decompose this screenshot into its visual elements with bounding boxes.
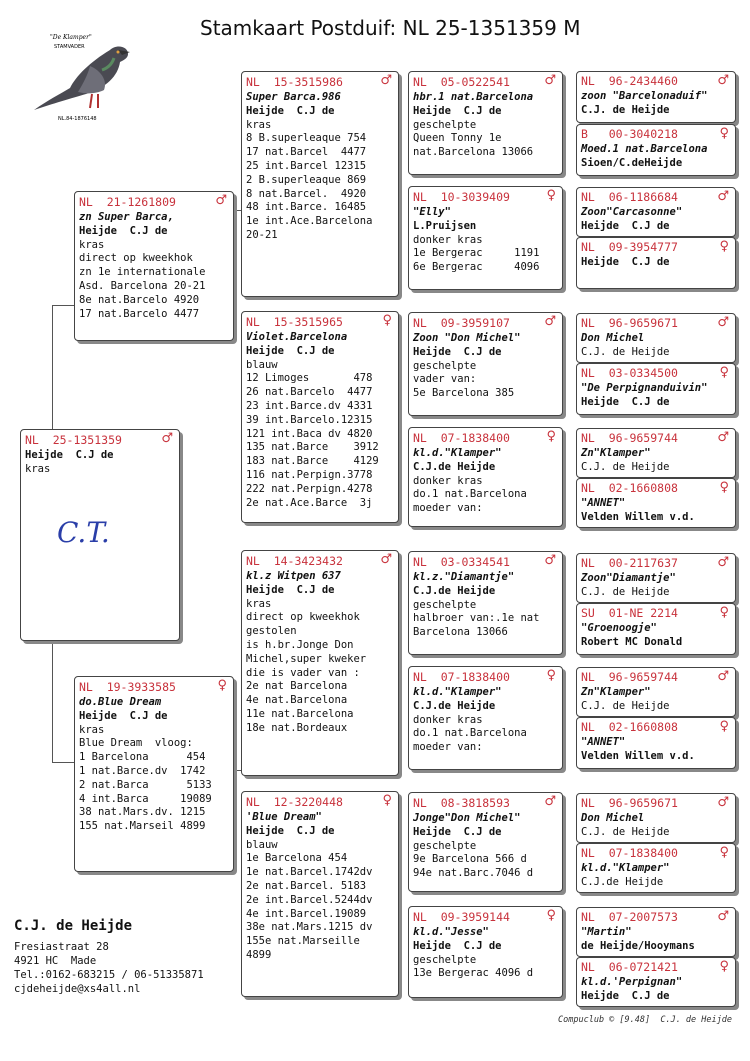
info-line: do.Blue Dream — [79, 696, 162, 708]
info-line: kras — [79, 723, 105, 736]
info-line: geschelpte — [413, 359, 477, 372]
info-line: C.J.de Heijde — [413, 584, 496, 597]
info-line: geschelpte — [413, 953, 477, 966]
sex-icon: ♀ — [546, 188, 556, 203]
sex-icon: ♀ — [719, 365, 729, 380]
info-line: C.J.de Heijde — [413, 699, 496, 712]
ring-number: NL 96-2434460 — [581, 74, 678, 88]
sex-icon: ♀ — [719, 239, 729, 254]
info-line: Don Michel — [581, 332, 645, 344]
info-line: Zn"Klamper" — [581, 447, 651, 459]
sex-icon: ♂ — [544, 314, 556, 329]
sex-icon: ♂ — [717, 430, 729, 445]
sex-icon: ♂ — [717, 73, 729, 88]
logo-caption: "De Klamper" — [50, 34, 92, 41]
sex-icon: ♂ — [544, 794, 556, 809]
ring-number: B 00-3040218 — [581, 127, 678, 141]
info-line: 121 int.Baca dv 4820 — [246, 427, 373, 440]
info-line: Heijde C.J de — [246, 104, 335, 117]
sex-icon: ♂ — [717, 669, 729, 684]
sire-card[interactable] — [74, 191, 234, 341]
info-line: 9e Barcelona 566 d — [413, 853, 527, 866]
info-line: 4 int.Barca 19089 — [79, 792, 212, 805]
info-line: 13e Bergerac 4096 d — [413, 967, 534, 980]
info-line: 155 nat.Marseil 4899 — [79, 820, 206, 833]
info-line: 25 int.Barcel 12315 — [246, 159, 367, 172]
info-line: 5e Barcelona 385 — [413, 387, 515, 400]
ring-number: NL 05-0522541 — [413, 75, 510, 89]
info-line: Barcelona 13066 — [413, 626, 508, 639]
info-line: 11e nat.Barcelona — [246, 707, 354, 720]
info-line: 8 B.superleaque 754 — [246, 132, 367, 145]
ring-number: NL 02-1660808 — [581, 720, 678, 734]
ring-number: NL 09-3954777 — [581, 240, 678, 254]
sex-icon: ♀ — [719, 480, 729, 495]
info-line: Don Michel — [581, 812, 645, 824]
info-line: geschelpte — [413, 118, 477, 131]
ring-number: NL 06-1186684 — [581, 190, 678, 204]
info-line: "Elly" — [413, 206, 451, 218]
sex-icon: ♂ — [215, 193, 227, 208]
sex-icon: ♀ — [546, 908, 556, 923]
info-line: 2 B.superleaque 869 — [246, 173, 367, 186]
sex-icon: ♂ — [544, 553, 556, 568]
info-line: Heijde C.J de — [581, 989, 670, 1002]
great-grandparent-card[interactable] — [408, 666, 563, 770]
info-line: kras — [246, 597, 272, 610]
ring-number: NL 10-3039409 — [413, 190, 510, 204]
info-line: 18e nat.Bordeaux — [246, 721, 348, 734]
sex-icon: ♂ — [380, 73, 392, 88]
info-line: 1e Barcelona 454 — [246, 852, 348, 865]
info-line: Velden Willem v.d. — [581, 510, 695, 523]
info-line: 17 nat.Barcelo 4477 — [79, 307, 200, 320]
info-line: 94e nat.Barc.7046 d — [413, 867, 534, 880]
info-line: Asd. Barcelona 20-21 — [79, 279, 206, 292]
info-line: kras — [246, 118, 272, 131]
ring-number: NL 15-3515986 — [246, 75, 343, 89]
info-line: kras — [25, 462, 51, 475]
info-line: Heijde C.J de — [79, 709, 168, 722]
info-line: Jonge"Don Michel" — [413, 812, 521, 824]
connector — [52, 305, 53, 429]
info-line: kl.d."Klamper" — [413, 686, 502, 698]
sex-icon: ♀ — [382, 793, 392, 808]
info-line: 48 int.Barce. 16485 — [246, 201, 367, 214]
grandparent-card[interactable] — [241, 71, 399, 297]
info-line: Violet.Barcelona — [246, 331, 348, 343]
ring-number: NL 09-3959144 — [413, 910, 510, 924]
info-line: blauw — [246, 838, 278, 851]
info-line: direct op kweekhok — [79, 252, 193, 265]
sex-icon: ♀ — [719, 845, 729, 860]
info-line: kras — [79, 238, 105, 251]
sex-icon: ♀ — [719, 126, 729, 141]
info-line: zoon "Barcelonaduif" — [581, 90, 708, 102]
info-line: 4899 — [246, 948, 272, 961]
dam-card[interactable] — [74, 676, 234, 872]
info-line: Heijde C.J de — [413, 939, 502, 952]
ancestor-card[interactable] — [576, 71, 736, 123]
info-line: 2e nat Barcelona — [246, 680, 348, 693]
info-line: kl.d."Klamper" — [581, 862, 670, 874]
info-line: zn Super Barca, — [79, 211, 174, 223]
ancestor-card[interactable] — [576, 603, 736, 655]
info-line: Heijde C.J de — [413, 345, 502, 358]
info-line: C.J. de Heijde — [581, 825, 670, 838]
ring-number: NL 08-3818593 — [413, 796, 510, 810]
info-line: Heijde C.J de — [79, 224, 168, 237]
info-line: 1e int.Ace.Barcelona — [246, 215, 373, 228]
info-line: Heijde C.J de — [246, 344, 335, 357]
owner-name: C.J. de Heijde — [14, 918, 133, 934]
owner-line: Tel.:0162-683215 / 06-51335871 — [14, 969, 204, 981]
info-line: L.Pruijsen — [413, 219, 477, 232]
owner-line: 4921 HC Made — [14, 955, 97, 967]
info-line: halbroer van:.1e nat — [413, 612, 540, 625]
info-line: 23 int.Barce.dv 4331 — [246, 399, 373, 412]
info-line: geschelpte — [413, 598, 477, 611]
ring-number: NL 15-3515965 — [246, 315, 343, 329]
info-line: Heijde C.J de — [25, 449, 114, 461]
info-line: 222 nat.Perpign.4278 — [246, 482, 373, 495]
great-grandparent-card[interactable] — [408, 427, 563, 527]
sex-icon: ♂ — [544, 73, 556, 88]
info-line: donker kras — [413, 713, 483, 726]
info-line: 6e Bergerac 4096 — [413, 261, 540, 274]
info-line: Sioen/C.deHeijde — [581, 156, 683, 169]
info-line: 38 nat.Mars.dv. 1215 — [79, 806, 206, 819]
info-line: C.J. de Heijde — [581, 345, 670, 358]
info-line: 1e Bergerac 1191 — [413, 247, 540, 260]
sex-icon: ♂ — [717, 189, 729, 204]
info-line: 12 Limoges 478 — [246, 372, 373, 385]
info-line: Heijde C.J de — [246, 583, 335, 596]
info-line: 20-21 — [246, 228, 278, 241]
info-line: Heijde C.J de — [581, 219, 670, 232]
ancestor-card[interactable] — [576, 363, 736, 415]
sex-icon: ♀ — [719, 605, 729, 620]
info-line: Zoon "Don Michel" — [413, 332, 521, 344]
info-line: 116 nat.Perpign.3778 — [246, 468, 373, 481]
info-line: is h.br.Jonge Don — [246, 638, 354, 651]
info-line: de Heijde/Hooymans — [581, 939, 695, 952]
info-line: kl.d.'Perpignan" — [581, 976, 683, 988]
info-line: C.J. de Heijde — [581, 460, 670, 473]
info-line: vader van: — [413, 373, 477, 386]
logo — [30, 34, 142, 126]
footer-credit: Compuclub © [9.48] C.J. de Heijde — [558, 1015, 732, 1025]
ring-number: NL 25-1351359 — [25, 433, 122, 447]
great-grandparent-card[interactable] — [408, 71, 563, 175]
info-line: 'Blue Dream" — [246, 811, 322, 823]
ring-number: NL 09-3959107 — [413, 316, 510, 330]
sex-icon: ♂ — [717, 315, 729, 330]
sex-icon: ♂ — [380, 552, 392, 567]
ancestor-card[interactable] — [576, 667, 736, 717]
info-line: Heijde C.J de — [581, 256, 670, 268]
ancestor-card[interactable] — [576, 478, 736, 528]
info-line: Robert MC Donald — [581, 635, 683, 648]
ancestor-card[interactable] — [576, 237, 736, 289]
info-line: "ANNET" — [581, 736, 626, 748]
page-title: Stamkaart Postduif: NL 25-1351359 M — [200, 16, 581, 40]
great-grandparent-card[interactable] — [408, 551, 563, 655]
info-line: 183 nat.Barce 4129 — [246, 455, 379, 468]
info-line: hbr.1 nat.Barcelona — [413, 91, 534, 103]
info-line: geschelpte — [413, 839, 477, 852]
ring-number: NL 03-0334500 — [581, 366, 678, 380]
info-line: Heijde C.J de — [246, 824, 335, 837]
info-line: 1 nat.Barce.dv 1742 — [79, 764, 206, 777]
ring-number: NL 96-9659671 — [581, 316, 678, 330]
info-line: C.J. de Heijde — [581, 699, 670, 712]
ancestor-card[interactable] — [576, 957, 736, 1007]
info-line: direct op kweekhok — [246, 611, 360, 624]
ancestor-card[interactable] — [576, 187, 736, 237]
ancestor-card[interactable] — [576, 313, 736, 363]
info-line: 135 nat.Barce 3912 — [246, 441, 379, 454]
ancestor-card[interactable] — [576, 553, 736, 603]
info-line: 26 nat.Barcelo 4477 — [246, 386, 373, 399]
info-line: Moed.1 nat.Barcelona — [581, 143, 708, 155]
ring-number: NL 12-3220448 — [246, 795, 343, 809]
info-line: 155e nat.Marseille — [246, 935, 360, 948]
ring-number: NL 06-0721421 — [581, 960, 678, 974]
sex-icon: ♂ — [717, 909, 729, 924]
info-line: 8e nat.Barcelo 4920 — [79, 293, 200, 306]
info-line: "Martin" — [581, 926, 632, 938]
ring-number: NL 96-9659671 — [581, 796, 678, 810]
info-line: C.J.de Heijde — [581, 875, 664, 888]
owner-line: Fresiastraat 28 — [14, 941, 109, 953]
great-grandparent-card[interactable] — [408, 186, 563, 290]
ring-number: NL 96-9659744 — [581, 431, 678, 445]
info-line: 4e nat.Barcelona — [246, 694, 348, 707]
info-line: kl.z."Diamantje" — [413, 571, 515, 583]
ring-number: NL 19-3933585 — [79, 680, 176, 694]
grandparent-card[interactable] — [241, 311, 399, 523]
subject-card[interactable] — [20, 429, 180, 641]
sex-icon: ♂ — [717, 795, 729, 810]
info-line: 38e nat.Mars.1215 dv — [246, 921, 373, 934]
ancestor-card[interactable] — [576, 793, 736, 843]
info-line: C.J. de Heijde — [581, 585, 670, 598]
info-line: Michel,super kweker — [246, 652, 367, 665]
great-grandparent-card[interactable] — [408, 312, 563, 416]
info-line: Heijde C.J de — [413, 104, 502, 117]
pigeon-icon — [30, 36, 140, 116]
info-line: zn 1e internationale — [79, 266, 206, 279]
info-line: "ANNET" — [581, 497, 626, 509]
sex-icon: ♀ — [719, 719, 729, 734]
info-line: kl.d."Klamper" — [413, 447, 502, 459]
info-line: die is vader van : — [246, 666, 360, 679]
owner-email: cjdeheijde@xs4all.nl — [14, 983, 141, 995]
info-line: Zoon"Diamantje" — [581, 572, 676, 584]
ancestor-card[interactable] — [576, 843, 736, 893]
info-line: gestolen — [246, 625, 297, 638]
sex-icon: ♂ — [161, 431, 173, 446]
info-line: moeder van: — [413, 502, 483, 515]
info-line: do.1 nat.Barcelona — [413, 727, 527, 740]
ring-number: NL 02-1660808 — [581, 481, 678, 495]
ring-number: NL 07-2007573 — [581, 910, 678, 924]
info-line: Blue Dream vloog: — [79, 737, 193, 750]
ring-number: NL 07-1838400 — [413, 670, 510, 684]
info-line: donker kras — [413, 474, 483, 487]
ring-number: NL 00-2117637 — [581, 556, 678, 570]
info-line: 1e nat.Barcel.1742dv — [246, 866, 373, 879]
info-line: 2e nat.Barcel. 5183 — [246, 879, 367, 892]
sex-icon: ♀ — [546, 668, 556, 683]
info-line: C.J.de Heijde — [413, 460, 496, 473]
info-line: 4e int.Barcel.19089 — [246, 907, 367, 920]
info-line: Heijde C.J de — [413, 825, 502, 838]
sex-icon: ♂ — [717, 555, 729, 570]
info-line: Velden Willem v.d. — [581, 749, 695, 762]
sex-icon: ♀ — [217, 678, 227, 693]
signature: C.T. — [57, 516, 110, 549]
ring-number: NL 14-3423432 — [246, 554, 343, 568]
info-line: 2e int.Barcel.5244dv — [246, 893, 373, 906]
info-line: kl.d."Jesse" — [413, 926, 489, 938]
sex-icon: ♀ — [719, 959, 729, 974]
logo-subcaption: STAMVADER — [54, 44, 85, 50]
ancestor-card[interactable] — [576, 907, 736, 957]
grandparent-card[interactable] — [241, 550, 399, 776]
ring-number: NL 96-9659744 — [581, 670, 678, 684]
info-line: 2e nat.Ace.Barce 3j — [246, 496, 373, 509]
connector — [52, 305, 74, 306]
info-line: 17 nat.Barcel 4477 — [246, 146, 367, 159]
info-line: 8 nat.Barcel. 4920 — [246, 187, 367, 200]
info-line: C.J. de Heijde — [581, 103, 670, 116]
connector — [52, 640, 53, 762]
connector — [52, 762, 74, 763]
info-line: Super Barca.986 — [246, 91, 341, 103]
info-line: "De Perpignanduivin" — [581, 382, 708, 394]
ring-number: NL 07-1838400 — [413, 431, 510, 445]
ancestor-card[interactable] — [576, 717, 736, 769]
ring-number: SU 01-NE 2214 — [581, 606, 678, 620]
ring-number: NL 21-1261809 — [79, 195, 176, 209]
sex-icon: ♀ — [546, 429, 556, 444]
owner-info — [14, 918, 204, 996]
ancestor-card[interactable] — [576, 124, 736, 176]
sex-icon: ♀ — [382, 313, 392, 328]
info-line: do.1 nat.Barcelona — [413, 488, 527, 501]
info-line: Queen Tonny 1e — [413, 132, 502, 145]
info-line: kl.z Witpen 637 — [246, 570, 341, 582]
info-line: 1 Barcelona 454 — [79, 751, 206, 764]
info-line: Heijde C.J de — [581, 395, 670, 408]
great-grandparent-card[interactable] — [408, 792, 563, 892]
info-line: donker kras — [413, 233, 483, 246]
great-grandparent-card[interactable] — [408, 906, 563, 998]
info-line: moeder van: — [413, 741, 483, 754]
ring-number: NL 07-1838400 — [581, 846, 678, 860]
ring-number: NL 03-0334541 — [413, 555, 510, 569]
info-line: 2 nat.Barca 5133 — [79, 778, 212, 791]
info-line: 39 int.Barcelo.12315 — [246, 413, 373, 426]
info-line: Zn"Klamper" — [581, 686, 651, 698]
logo-ring: NL.84-1876148 — [58, 116, 97, 122]
grandparent-card[interactable] — [241, 791, 399, 997]
ancestor-card[interactable] — [576, 428, 736, 478]
info-line: Zoon"Carcasonne" — [581, 206, 683, 218]
info-line: "Groenoogje" — [581, 622, 657, 634]
info-line: blauw — [246, 358, 278, 371]
info-line: nat.Barcelona 13066 — [413, 146, 534, 159]
